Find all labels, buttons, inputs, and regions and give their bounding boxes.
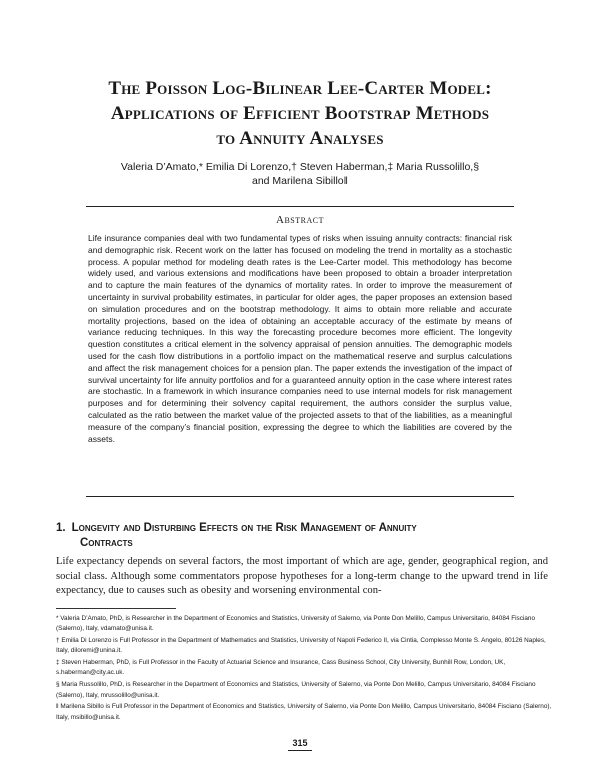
title-line-1: The Poisson Log-Bilinear Lee-Carter Model: — [108, 78, 492, 99]
page-number-rule — [288, 750, 312, 751]
paper-title — [50, 76, 550, 151]
section-heading — [56, 521, 556, 551]
footnote: § Maria Russolillo, PhD, is Researcher in the Department of Economics and Statistics, University of Salerno, via Ponte Don Melillo, Campus Universitario, 84084 Fisciano (Salerno), Italy, mrussolillo@unisa.it. — [56, 681, 536, 699]
footnote: ‡ Steven Haberman, PhD, is Full Professor in the Faculty of Actuarial Science and Insurance, Cass Business School, City University, Bunhill Row, London, UK, s.haberman@city.ac.uk. — [56, 659, 506, 677]
authors-line-1: Valeria D’Amato,* Emilia Di Lorenzo,† Steven Haberman,‡ Maria Russolillo,§ — [120, 161, 480, 173]
section-title-line-1: Longevity and Disturbing Effects on the Risk Management of Annuity — [71, 522, 417, 534]
section-number: 1. — [56, 522, 66, 534]
abstract-heading: Abstract — [276, 214, 324, 226]
page-number: 315 — [292, 738, 308, 748]
authors-line-2: and Marilena Sibillo‖ — [252, 175, 348, 187]
footnote-rule — [56, 608, 176, 609]
footnote: * Valeria D’Amato, PhD, is Researcher in the Department of Economics and Statistics, University of Salerno, via Ponte Don Melillo, Campus Universitario, 84084 Fisciano (Salerno), Italy, vdamato@unisa.it. — [56, 615, 536, 633]
footnote: † Emilia Di Lorenzo is Full Professor in the Department of Mathematics and Statistics, University of Napoli Federico II, via Cintia, Complesso Monte S. Angelo, 80126 Naples, Italy, diloremi@unina.it. — [56, 637, 546, 655]
footnote: ‖ Marilena Sibillo is Full Professor in the Department of Economics and Statistics, University of Salerno, via Ponte Don Melillo, Campus Universitario, 84084 Fisciano (Salerno), Italy, msibillo@unisa.it. — [56, 703, 552, 721]
abstract-bottom-rule — [86, 496, 514, 497]
abstract-text: Life insurance companies deal with two fundamental types of risks when issuing annuity contracts: financial risk and demographic risk. Recent work on the latter has focused on modeling the trend in mortality as a stochastic process. A popular method for modeling death rates is the Lee-Carter model. This methodology has become widely used, and various extensions and modifications have been proposed to obtain a broader interpretation and to capture the main features of the dynamics of mortality rates. In order to improve the measurement of uncertainty in survival probability estimates, in particular for older ages, the paper proposes an extension based on simulation procedures and on the bootstrap methodology. It aims to obtain more reliable and accurate mortality projections, based on the idea of obtaining an acceptable accuracy of the estimate by means of variance reducing techniques. In this way the forecasting procedure becomes more efficient. The longevity question constitutes a critical element in the solvency appraisal of pension annuities. The demographic models used for the cash flow distributions in a portfolio impact on the mathematical reserve and surplus calculations and affect the risk management choices for a pension plan. The paper extends the investigation of the impact of survival uncertainty for life annuity portfolios and for a guaranteed annuity option in the case where interest rates are stochastic. In a framework in which insurance companies need to use internal models for risk management purposes and for determining their solvency capital requirement, the authors consider the surplus value, calculated as the ratio between the market value of the projected assets to that of the liabilities, as a meaningful measure of the company’s financial position, expressing the degree to which the liabilities are covered by the assets. — [88, 233, 512, 444]
abstract-top-rule — [86, 206, 514, 207]
section-title-line-2: Contracts — [80, 537, 133, 549]
title-line-2: Applications of Efficient Bootstrap Methods — [110, 103, 490, 124]
author-list — [60, 160, 540, 188]
body-paragraph: Life expectancy depends on several factors, the most important of which are age, gender, geographical region, and social class. Although some commentators propose hypotheses for a long-term change to the upward trend in life expectancy, due to causes such as obesity and worsening environmental con- — [56, 556, 548, 596]
footnotes — [56, 614, 552, 724]
title-line-3: to Annuity Analyses — [216, 128, 384, 149]
